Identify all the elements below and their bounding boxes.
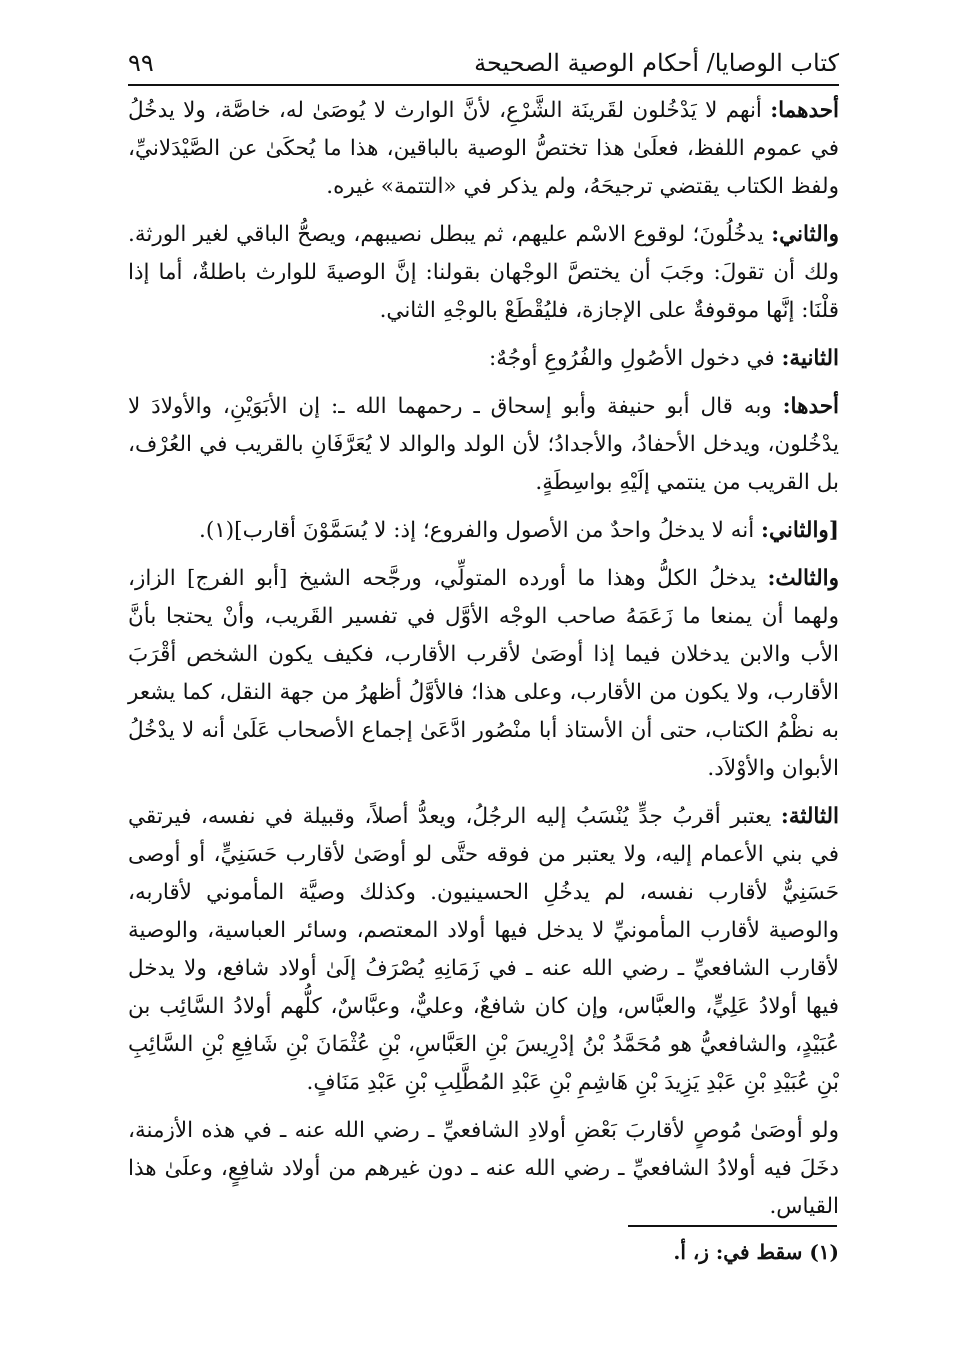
page-header [128,38,839,88]
paragraph-lead: والثالث: [767,566,839,591]
paragraph [128,560,839,788]
paragraph [128,388,839,502]
paragraph [128,512,839,550]
paragraph-text: يعتبر أقربُ جدٍّ يُنْسَبُ إليه الرجُلُ، ويعدُّ أصلاً، وقبيلة في نفسه، فيرتقي في بني الأعمام إليه، ولا يعتبر من فوقه حتَّى لو أوصَىٰ لأقارب حَسَنِيٍّ، أو أوصى حَسَنِيٌّ لأقارب نفسه، لم يدخُلِ الحسينيون. وكذلك وصيَّة المأموني لأقاربه، والوصية لأقارب المأمونيِّ لا يدخل فيها أولاد المعتصم، وسائر العباسية، والوصية لأقارب الشافعيِّ ـ رضي الله عنه ـ في زَمَانِهِ يُصْرَفُ إلَىٰ أولاد شافع، ولا يدخل فيها أولادُ عَلِيٍّ، والعبَّاس، وإن كان شافعٌ، وعليٌّ، وعبَّاسٌ، كلُّهم أولادُ السَّائِب بن عُبَيْدٍ، والشافعيُّ هو مُحَمَّدُ بْنُ إدْرِيسَ بْنِ العَبَّاسِ، بْنِ عُثْمَانَ بْنِ شَافِعِ بْنِ السَّائِبِ بْنِ عُبَيْدِ بْنِ عَبْدِ يَزِيدَ بْنِ هَاشِمِ بْنِ عَبْدِ المُطَّلِبِ بْنِ عَبْدِ مَنَافٍ. [128,804,839,1095]
paragraph-lead: أحدهما: [770,98,839,123]
header-divider [128,84,839,86]
paragraph-text: أنه لا يدخلُ واحدٌ من الأصول والفروع؛ إذ: لا يُسَمَّوْنَ أقارب](١). [199,518,762,543]
page-number: ٩٩ [128,49,154,77]
paragraph-lead: [والثاني: [761,518,839,543]
paragraph [128,340,839,378]
paragraph-lead: الثانية: [781,346,839,371]
footnote: (١) سقط في: ز، أ. [673,1240,839,1264]
paragraph-lead: الثالثة: [780,804,839,829]
running-title: كتاب الوصايا/ أحكام الوصية الصحيحة [474,49,839,77]
paragraph-text: ولو أوصَىٰ مُوصٍ لأقاربَ بَعْضِ أولادِ الشافعيِّ ـ رضي الله عنه ـ في هذه الأزمنة، دخَلَ فيه أولادُ الشافعيِّ ـ رضي الله عنه ـ دون غيرهم من أولاد شافِعٍ، وعلَىٰ هذا القياس. [128,1118,839,1219]
paragraph-text: أنهم لا يَدْخُلون لقَرينَة الشَّرْعِ، لأنَّ الوارث لا يُوصَىٰ له، خاصَّة، ولا يدخُلُ في عموم اللفظ، فعلَىٰ هذا تختصُّ الوصية بالباقين، هذا ما يُحكَىٰ عن الصَّيْدَلانيِّ، ولفظ الكتاب يقتضي ترجيحَهُ، ولم يذكر في «التتمة» غيره. [128,98,839,199]
main-text [128,92,839,1236]
paragraph [128,216,839,330]
paragraph-text: يدخلُ الكلُّ وهذا ما أورده المتولِّي، ورجَّحه الشيخ [أبو الفرج] الزاز، ولهما أن يمنعا ما زَعَمَهُ صاحب الوجْه الأوَّل في تفسير القَريب، وأنْ يحتجا بأنَّ الأب والابن يدخلان فيما إذا أوصَىٰ لأقرب الأقارب، فكيف يكون الشخص أقْرَبَ الأقارب، ولا يكون من الأقارب، وعلى هذا؛ فالأوَّلُ أظهرُ من جهة النقل، كما يشعر به نظْمُ الكتاب، حتى أن الأستاذ أبا منْصُور ادَّعَىٰ إجماع الأصحاب عَلَىٰ أنه لا يدْخُلُ الأبوان والأوْلاَد. [128,566,839,781]
paragraph-lead: أحدها: [782,394,839,419]
paragraph [128,798,839,1102]
paragraph-lead: والثاني: [771,222,839,247]
paragraph [128,1112,839,1226]
paragraph [128,92,839,206]
paragraph-text: وبه قال أبو حنيفة وأبو إسحاق ـ رحمهما الله ـ: إن الأبَوَيْنِ، والأولادَ لا يدْخُلون، ويدخل الأحفادُ، والأجدادُ؛ لأن الولد والوالد لا يُعَرَّفَانِ بالقريب في العُرْف، بل القريب من ينتمي إلَيْهِ بواسِطَةٍ. [128,394,839,495]
paragraph-text: يدخُلُونَ؛ لوقوع الاسْم عليهم، ثم يبطل نصيبهم، ويصحُّ الباقي لغير الورثة. ولك أن تقولَ: وجَبَ أن يختصَّ الوجْهان بقولنا: إنَّ الوصيةَ للوارث باطلةٌ، أما إذا قلْنَا: إنَّها موقوفةٌ على الإجازة، فليُقْطَعْ بالوجْهِ الثاني. [128,222,839,323]
paragraph-text: في دخول الأصُولِ والفُرُوعِ أوجُهٌ: [489,346,782,371]
footnote-divider [628,1225,837,1227]
